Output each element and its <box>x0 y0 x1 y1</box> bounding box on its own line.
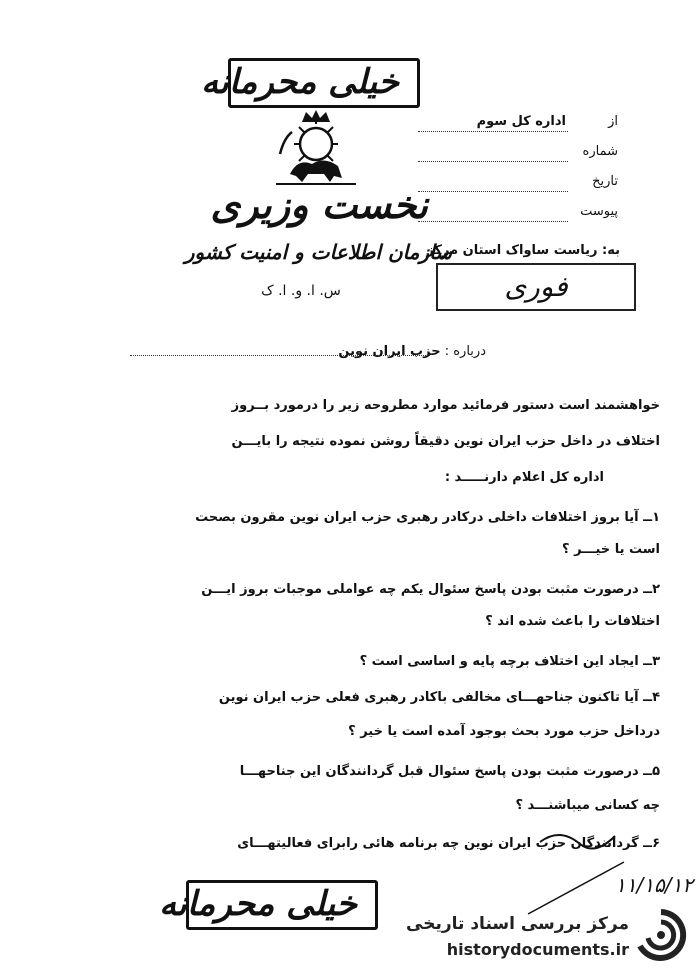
body-line: ۴ــ آیا تاکنون جناحهـــای مخالفی باکادر رهبری فعلی حزب ایران نوین <box>218 690 660 705</box>
addressee: به: ریاست ساواک استان مرکز <box>426 243 620 258</box>
subject-line: درباره : حزب ایران نوین <box>338 344 486 359</box>
lion-and-sun-emblem-icon <box>272 108 360 188</box>
watermark-title: مرکز بررسی اسناد تاریخی <box>406 914 629 934</box>
subject-label: درباره <box>453 344 486 359</box>
body-line: ۶ــ گردانندگان حزب ایران نوین چه برنامه هائی رابرای فعالیتهـــای <box>237 836 660 851</box>
body-line: اختلاف در داخل حزب ایران نوین دقیقاً روشن نموده نتیجه را بایـــن <box>231 434 660 449</box>
body-line: ۳ــ ایجاد این اختلاف برچه پایه و اساسی است ؟ <box>359 654 660 669</box>
attachment-label: پیوست <box>580 204 618 219</box>
body-line: چه کسانی میباشنـــد ؟ <box>515 798 660 813</box>
svg-text:۱۱/۱۵/۱۲: ۱۱/۱۵/۱۲ <box>615 873 693 897</box>
classification-stamp-top: خیلی محرمانه <box>228 58 420 108</box>
number-label: شماره <box>582 144 618 159</box>
handwritten-annotation <box>520 822 693 922</box>
organization-subtitle: سازمان اطلاعات و امنیت کشور <box>184 240 452 264</box>
from-value: اداره کل سوم <box>476 114 566 129</box>
date-field <box>418 174 618 194</box>
classification-stamp-bottom: خیلی محرمانه <box>186 880 378 930</box>
body-line: ۵ــ درصورت مثبت بودن پاسخ سئوال قبل گردانندگان این جناحهـــا <box>239 764 660 779</box>
date-label: تاریخ <box>592 174 618 189</box>
urgent-stamp: فوری <box>436 263 636 311</box>
body-line: خواهشمند است دستور فرمائید موارد مطروحه زیر را درمورد بــروز <box>231 398 660 413</box>
body-line: ۲ــ درصورت مثبت بودن پاسخ سئوال یکم چه عواملی موجبات بروز ایـــن <box>201 582 660 597</box>
from-field <box>418 114 618 134</box>
attachment-field <box>418 204 618 224</box>
body-line: ۱ــ آیا بروز اختلافات داخلی درکادر رهبری حزب ایران نوین مقرون بصحت <box>195 510 660 525</box>
subject-value: حزب ایران نوین <box>338 344 441 359</box>
body-line: درداخل حزب مورد بحث بوجود آمده است یا خیر ؟ <box>348 724 660 739</box>
organization-code: س. ا. و. ا. ک <box>261 283 341 299</box>
attachment-dotted-line <box>418 221 568 222</box>
from-label: از <box>608 114 618 129</box>
number-field <box>418 144 618 164</box>
number-dotted-line <box>418 161 568 162</box>
watermark-url[interactable]: historydocuments.ir <box>446 940 629 959</box>
body-line: اختلافات را باعث شده اند ؟ <box>485 614 660 629</box>
subject-dotted-line <box>130 355 430 356</box>
body-line: است یا خیـــر ؟ <box>562 542 660 557</box>
organization-title: نخست وزیری <box>210 182 428 227</box>
from-dotted-line <box>418 131 568 132</box>
body-line: اداره کل اعلام دارنـــــد : <box>444 470 604 485</box>
archive-logo-icon <box>634 908 688 962</box>
date-dotted-line <box>418 191 568 192</box>
